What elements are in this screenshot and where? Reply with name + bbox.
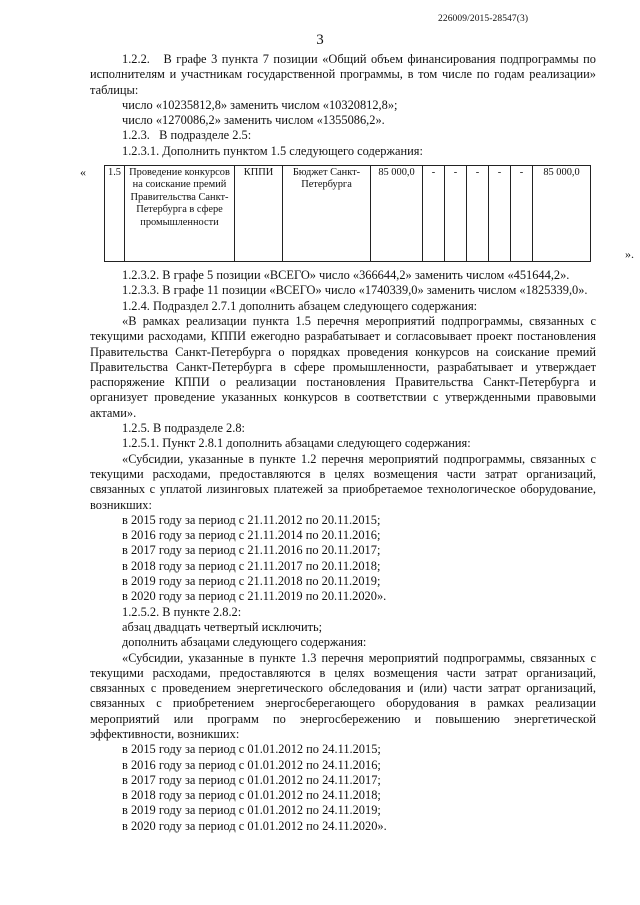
list-item: в 2016 году за период с 01.01.2012 по 24.11.2016; bbox=[122, 757, 381, 772]
quote-2-8-2: «Субсидии, указанные в пункте 1.3 перечня мероприятий подпрограммы, связанных с текущими расходами, предоставляются в целях возмещения части затрат организаций, связанных с проведением энергетического обследования и (или) части затрат организаций, связанных с приобретением энергосберегающего оборудования в рамках реализации мероприятий или программ по энергосбережению и повышению энергетической эффективности, возникших: bbox=[90, 650, 596, 741]
document-id: 226009/2015-28547(3) bbox=[438, 14, 529, 24]
cell-2015: - bbox=[423, 166, 445, 262]
list-item: в 2018 году за период с 01.01.2012 по 24.11.2018; bbox=[122, 788, 381, 803]
cell-2016: - bbox=[445, 166, 467, 262]
heading-1-2-3-1: 1.2.3.1. Дополнить пунктом 1.5 следующего содержания: bbox=[122, 143, 423, 158]
paragraph-1-2-2: 1.2.2. В графе 3 пункта 7 позиции «Общий объем финансирования подпрограммы по исполнителям и участникам государственной программы, в том числе по годам реализации» таблицы: bbox=[90, 52, 596, 97]
table-wrapper bbox=[80, 165, 634, 262]
quote-2-8-1: «Субсидии, указанные в пункте 1.2 перечня мероприятий подпрограммы, связанных с текущими расходами, предоставляются в целях возмещения части затрат организаций, связанных с уплатой лизинговых платежей за приобретаемое технологическое оборудование, возникших: bbox=[90, 451, 596, 512]
table-close-quote: ». bbox=[625, 246, 634, 261]
list-item: в 2019 году за период с 21.11.2018 по 20.11.2019; bbox=[122, 574, 381, 589]
heading-1-2-3: 1.2.3. В подразделе 2.5: bbox=[122, 128, 252, 143]
heading-1-2-5-1: 1.2.5.1. Пункт 2.8.1 дополнить абзацами следующего содержания: bbox=[122, 436, 471, 451]
cell-name: Проведение конкурсов на соискание премий Правительства Санкт-Петербурга в сфере промышленности bbox=[125, 166, 235, 262]
page-number: 3 bbox=[316, 32, 324, 48]
list-item: в 2017 году за период с 01.01.2012 по 24.11.2017; bbox=[122, 772, 381, 787]
paragraph-1-2-3-3: 1.2.3.3. В графе 11 позиции «ВСЕГО» число «1740339,0» заменить числом «1825339,0». bbox=[122, 283, 588, 298]
list-item: в 2020 году за период с 21.11.2019 по 20.11.2020». bbox=[122, 589, 387, 604]
heading-1-2-5-2: 1.2.5.2. В пункте 2.8.2: bbox=[122, 604, 242, 619]
list-item: в 2016 году за период с 21.11.2014 по 20.11.2016; bbox=[122, 528, 381, 543]
document-body bbox=[80, 52, 634, 834]
paragraph-1-2-4: 1.2.4. Подраздел 2.7.1 дополнить абзацем следующего содержания: bbox=[122, 298, 478, 313]
cell-2017: - bbox=[467, 166, 489, 262]
list-item: в 2015 году за период с 21.11.2012 по 20.11.2015; bbox=[122, 512, 381, 527]
replace-line-2: число «1270086,2» заменить числом «1355086,2». bbox=[122, 113, 385, 128]
replace-line-1: число «10235812,8» заменить числом «10320812,8»; bbox=[122, 97, 398, 112]
cell-2020: 85 000,0 bbox=[533, 166, 591, 262]
cell-total: 85 000,0 bbox=[371, 166, 423, 262]
cell-source: Бюджет Санкт-Петербурга bbox=[283, 166, 371, 262]
list-item: в 2019 году за период с 01.01.2012 по 24.11.2019; bbox=[122, 803, 381, 818]
list-item: в 2015 году за период с 01.01.2012 по 24.11.2015; bbox=[122, 742, 381, 757]
table-row bbox=[105, 166, 591, 262]
program-table bbox=[104, 165, 591, 262]
heading-1-2-5: 1.2.5. В подразделе 2.8: bbox=[122, 421, 245, 436]
cell-2018: - bbox=[489, 166, 511, 262]
instruction-add: дополнить абзацами следующего содержания: bbox=[122, 635, 367, 650]
list-item: в 2018 году за период с 21.11.2017 по 20.11.2018; bbox=[122, 558, 381, 573]
quote-2-7-1: «В рамках реализации пункта 1.5 перечня мероприятий подпрограммы, связанных с текущими расходами, КППИ ежегодно разрабатывает и согласовывает проект постановления Правительства Санкт-Петербурга о порядках проведения конкурсов на соискание премий Правительства Санкт-Петербурга в сфере промышленности, разрабатывает и утверждает распоряжение КППИ о реализации постановления Правительства Санкт-Петербурга и организует проведение указанных конкурсов в соответствии с утвержденными правовыми актами». bbox=[90, 313, 596, 420]
cell-num: 1.5 bbox=[105, 166, 125, 262]
cell-executor: КППИ bbox=[235, 166, 283, 262]
paragraph-1-2-3-2: 1.2.3.2. В графе 5 позиции «ВСЕГО» число «366644,2» заменить числом «451644,2». bbox=[122, 268, 570, 283]
instruction-exclude: абзац двадцать четвертый исключить; bbox=[122, 619, 323, 634]
list-item: в 2020 году за период с 01.01.2012 по 24.11.2020». bbox=[122, 818, 387, 833]
table-open-quote: « bbox=[80, 165, 86, 180]
cell-2019: - bbox=[511, 166, 533, 262]
list-item: в 2017 году за период с 21.11.2016 по 20.11.2017; bbox=[122, 543, 381, 558]
